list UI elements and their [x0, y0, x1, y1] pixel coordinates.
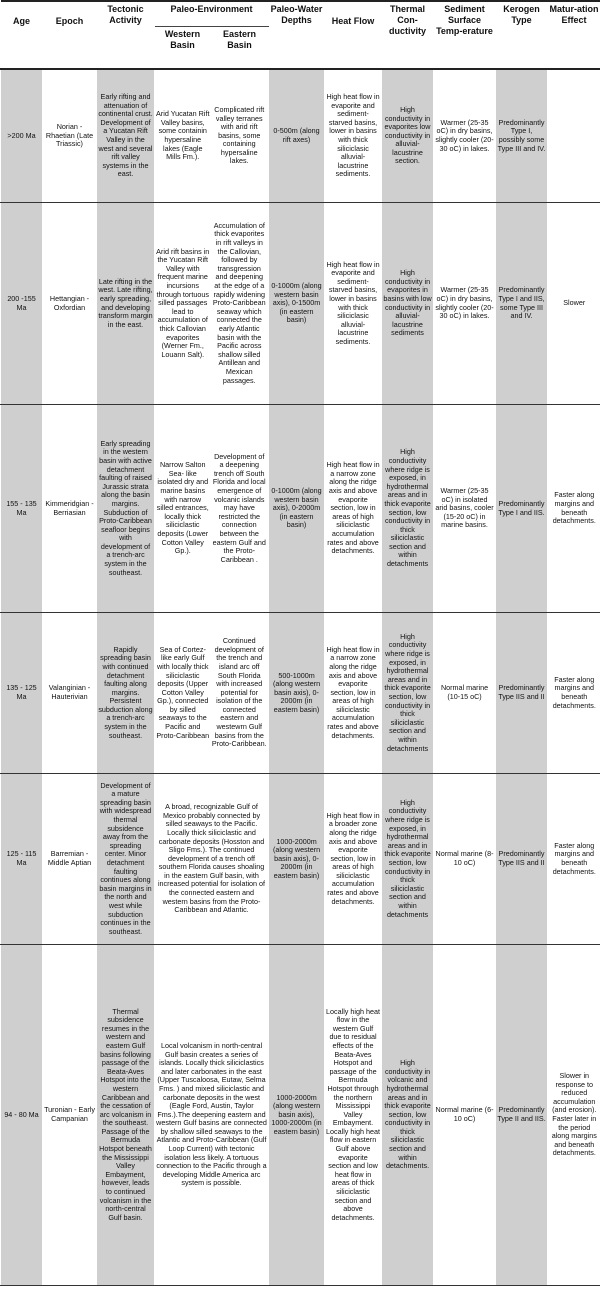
- cell-tectonic: Early spreading in the western basin with active detachment faulting of raised Jurassic strata along the basin margins. Subduction of Proto-Caribbean seafloor begins with development of a trench-arc system in the southeast.: [97, 405, 155, 613]
- cell-tectonic: Thermal subsidence resumes in the western and eastern Gulf basins following passage of the Beata-Aves Hotspot into the western Caribbean and the cessation of arc volcanism in the southeast. Passage of the Bermuda Hotspot beneath the Mississippi Valley Embayment, however, leads to continued volcanism in the north-central Gulf basin.: [97, 945, 155, 1286]
- cell-thermal: High conductivity where ridge is exposed, in hydrothermal areas and in thick evaporite section, low conductivity in thick siliciclastic section and within detachments: [382, 405, 434, 613]
- cell-kerogen: Predominantly Type I, possibly some Type III and IV.: [496, 69, 548, 203]
- cell-age: 200 -155 Ma: [1, 203, 43, 405]
- header-eastern-basin: Eastern Basin: [211, 27, 269, 70]
- cell-maturation: Faster along margins and beneath detachments.: [548, 405, 600, 613]
- cell-western-basin: Arid rift basins in the Yucatan Rift Valley with frequent marine incursions through tortuous silled passages lead to accumulation of thick Callovian evaporites (Werner Fm., Louann Salt).: [155, 203, 211, 405]
- cell-thermal: High conductivity where ridge is exposed, in hydrothermal areas and in thick evaporite section, low conductivity in thick siliciclastic section and within detachments: [382, 774, 434, 945]
- cell-heat-flow: Locally high heat flow in the western Gulf due to residual effects of the Beata-Aves Hotspot and passage of the Bermuda Hotspot through the northern Mississippi Valley Embayment. Locally high heat flow in eastern Gulf above evaporite section and low heat flow in areas of thick siliciclastic section and above detachments.: [325, 945, 382, 1286]
- cell-eastern-basin: Continued development of the trench and island arc off South Florida with increased potential for isolation of the connected eastern and westewrn Gulf basins from the Proto-Caribbean.: [211, 613, 269, 774]
- cell-thermal: High conductivity in volcanic and hydrothermal areas and in thick evaporite section, low conductivity in thick siliciclastic section and within detachments.: [382, 945, 434, 1286]
- cell-kerogen: Predominantly Type IIS and II: [496, 774, 548, 945]
- cell-heat-flow: High heat flow in a narrow zone along the ridge axis and above evaporite section, low in areas of high siliciclastic accumulation rates and above detachments.: [325, 613, 382, 774]
- cell-thermal: High conductivity in evaporites low conductivity in alluvial-lacustrine section.: [382, 69, 434, 203]
- header-western-basin: Western Basin: [155, 27, 211, 70]
- table-row: [1, 945, 600, 1286]
- cell-maturation: Faster along margins and beneath detachments.: [548, 613, 600, 774]
- cell-eastern-basin: Complicated rift valley terranes with arid rift basins, some containing hypersaline lakes.: [211, 69, 269, 203]
- header-paleo-environment: Paleo-Environment: [155, 1, 269, 27]
- cell-kerogen: Predominantly Type II and IIS.: [496, 945, 548, 1286]
- header-tectonic-activity: Tectonic Activity: [97, 1, 155, 69]
- cell-age: 125 - 115 Ma: [1, 774, 43, 945]
- cell-age: 135 - 125 Ma: [1, 613, 43, 774]
- cell-age: 94 - 80 Ma: [1, 945, 43, 1286]
- cell-depth: 1000-2000m (along western basin axis), 1000-2000m (in eastern basin): [269, 945, 325, 1286]
- cell-maturation: Faster along margins and beneath detachments.: [548, 774, 600, 945]
- cell-western-basin: Sea of Cortez-like early Gulf with locally thick siliciclastic deposits (Upper Cotton Valley Gp.), connected by silled seaways to the Pacific and Proto-Caribbean: [155, 613, 211, 774]
- cell-tectonic: Rapidly spreading basin with continued detachment faulting along margins. Persistent subduction along a trench-arc system in the southeast.: [97, 613, 155, 774]
- cell-age: >200 Ma: [1, 69, 43, 203]
- cell-epoch: Turonian - Early Campanian: [43, 945, 97, 1286]
- cell-paleo-environment: Local volcanism in north-central Gulf basin creates a series of islands. Locally thick siliciclastics and later carbonates in the east (Upper Tuscaloosa, Eutaw, Selma Fms. ) and mixed siliciclastic and carbonate deposits in the west (Eagle Ford, Austin, Taylor Fms.).The deepening eastern and western Gulf basins are connected by shallow silled seaways to the Atlantic and Proto-Caribbean (Gulf Loop Current) with tectonic isolation less likely. A tortuous connection to the Pacific through a developing Middle America arc system is possible.: [155, 945, 269, 1286]
- cell-tectonic: Early rifting and attenuation of continental crust. Development of a Yucatan Rift Valley in the west and several rift valley systems in the east.: [97, 69, 155, 203]
- cell-epoch: Barremian - Middle Aptian: [43, 774, 97, 945]
- cell-sediment-temp: Normal marine (8-10 oC): [434, 774, 496, 945]
- cell-heat-flow: High heat flow in evaporite and sediment-starved basins, lower in basins with thick siliciclasic alluvial-lacustrine sediments.: [325, 69, 382, 203]
- cell-kerogen: Predominantly Type I and IIS.: [496, 405, 548, 613]
- table-row: [1, 613, 600, 774]
- cell-paleo-environment: A broad, recognizable Gulf of Mexico probably connected by silled seaways to the Pacific. Locally thick siliciclastic and carbonate deposits (Hosston and Sligo Fms.). The continued development of a trench off southern Florida causes shoaling in the eastern Gulf basin, with increased potential for isolation of the connected eastern and western basins from the Proto-Caribbean and Atlantic.: [155, 774, 269, 945]
- cell-depth: 1000-2000m (along western basin axis), 0-2000m (in eastern basin): [269, 774, 325, 945]
- cell-epoch: Hettangian - Oxfordian: [43, 203, 97, 405]
- table-row: [1, 405, 600, 613]
- cell-heat-flow: High heat flow in a broader zone along the ridge axis and above evaporite section, low in areas of high siliciclastic accumulation rates and above detachments.: [325, 774, 382, 945]
- cell-tectonic: Late rifting in the west. Late rifting, early spreading, and developing transform margin in the east.: [97, 203, 155, 405]
- cell-sediment-temp: Normal marine (6-10 oC): [434, 945, 496, 1286]
- header-heat-flow: Heat Flow: [325, 1, 382, 69]
- table-row: [1, 203, 600, 405]
- cell-sediment-temp: Normal marine (10-15 oC): [434, 613, 496, 774]
- cell-epoch: Valanginian - Hauterivian: [43, 613, 97, 774]
- cell-western-basin: Arid Yucatan Rift Valley basins, some containin hypersaline lakes (Eagle Mills Fm.).: [155, 69, 211, 203]
- cell-depth: 0-1000m (along western basin axis), 0-1500m (in eastern basin): [269, 203, 325, 405]
- header-epoch: Epoch: [43, 1, 97, 69]
- cell-thermal: High conductivity in evaporites in basins with low conductivity in alluvial-lacustrine sediments: [382, 203, 434, 405]
- header-age: Age: [1, 1, 43, 69]
- cell-maturation: Slower: [548, 203, 600, 405]
- header-thermal-conductivity: Thermal Con-ductivity: [382, 1, 434, 69]
- cell-sediment-temp: Warmer (25-35 oC) in isolated arid basins, cooler (15-20 oC) in marine basins.: [434, 405, 496, 613]
- cell-depth: 0-1000m (along western basin axis), 0-2000m (in eastern basin): [269, 405, 325, 613]
- header-paleo-water-depths: Paleo-Water Depths: [269, 1, 325, 69]
- cell-maturation: [548, 69, 600, 203]
- header-sediment-surface-temperature: Sediment Surface Temp-erature: [434, 1, 496, 69]
- cell-eastern-basin: Development of a deepening trench off South Florida and local emergence of volcanic islands may have restricted the connection between the eastern Gulf and the Proto-Caribbean .: [211, 405, 269, 613]
- cell-eastern-basin: Accumulation of thick evaporites in rift valleys in the Callovian, followed by transgression and deepening at the edge of a rapidly widening Proto-Caribbean seaway which connected the early Atlantic basin with the Pacific across shallow silled Antillean and Mexican passages.: [211, 203, 269, 405]
- cell-sediment-temp: Warmer (25-35 oC) in dry basins, slightly cooler (20-30 oC) in lakes.: [434, 69, 496, 203]
- cell-epoch: Norian - Rhaetian (Late Triassic): [43, 69, 97, 203]
- cell-age: 155 - 135 Ma: [1, 405, 43, 613]
- table-row: [1, 774, 600, 945]
- cell-tectonic: Development of a mature spreading basin with widespread thermal subsidence away from the spreading center. Minor detachment faulting continues along basin margins in the north and west while subduction continues in the southeast.: [97, 774, 155, 945]
- cell-depth: 500-1000m (along western basin axis), 0-2000m (in eastern basin): [269, 613, 325, 774]
- cell-western-basin: Narrow Salton Sea- like isolated dry and marine basins with narrow silled entrances, locally thick siliciclastic deposits (Lower Cotton Valley Gp.).: [155, 405, 211, 613]
- cell-thermal: High conductivity where ridge is exposed, in hydrothermal areas and in thick evaporite section, low conductivity in thick siliciclastic section and within detachments: [382, 613, 434, 774]
- cell-maturation: Slower in response to reduced accumulation (and erosion). Faster later in the period along margins and beneath detachments.: [548, 945, 600, 1286]
- header-kerogen-type: Kerogen Type: [496, 1, 548, 69]
- table-row: [1, 69, 600, 203]
- cell-epoch: Kimmeridgian - Berriasian: [43, 405, 97, 613]
- header-maturation-effect: Matur-ation Effect: [548, 1, 600, 69]
- cell-sediment-temp: Warmer (25-35 oC) in dry basins, slightly cooler (20-30 oC) in lakes.: [434, 203, 496, 405]
- cell-heat-flow: High heat flow in evaporite and sediment-starved basins, lower in basins with thick siliciclasic alluvial-lacustrine sediments.: [325, 203, 382, 405]
- cell-heat-flow: High heat flow in a narrow zone along the ridge axis and above evaporite section, low in areas of high siliciclastic accumulation rates and above detachments.: [325, 405, 382, 613]
- cell-depth: 0-500m (along rift axes): [269, 69, 325, 203]
- cell-kerogen: Predominantly Type I and IIS, some Type III and IV.: [496, 203, 548, 405]
- cell-kerogen: Predominantly Type IIS and II: [496, 613, 548, 774]
